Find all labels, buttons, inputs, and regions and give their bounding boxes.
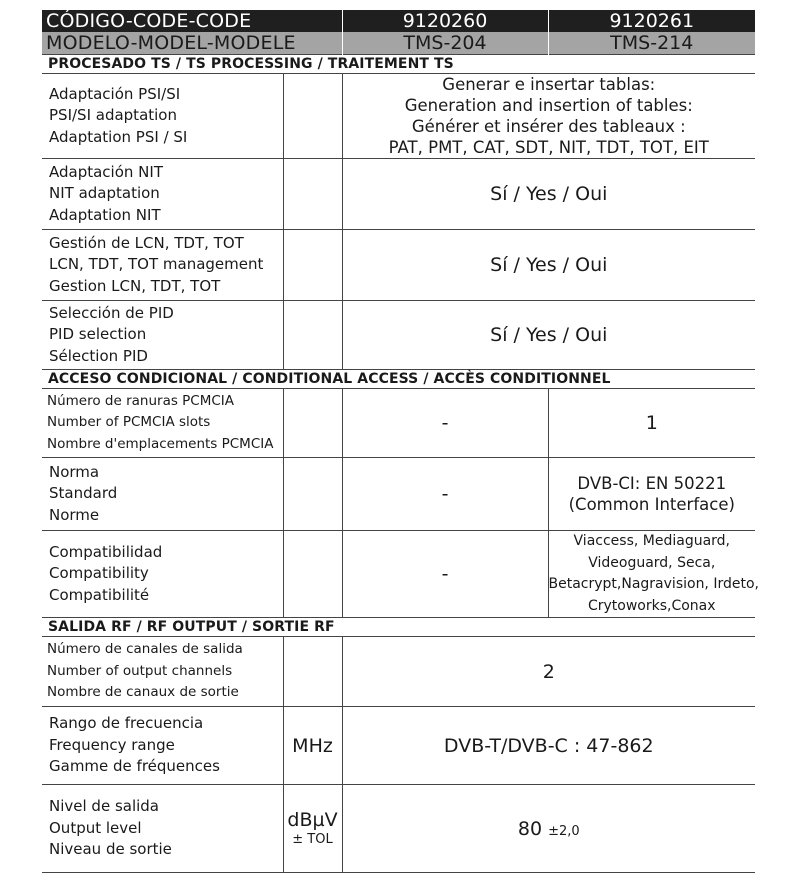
row-unit-mhz: MHz: [283, 707, 342, 785]
row-unit: [283, 301, 342, 370]
code-9120260: 9120260: [342, 10, 548, 32]
spec-table: [42, 10, 759, 873]
row-psi-si: [42, 74, 755, 159]
section-title: SALIDA RF / RF OUTPUT / SORTIE RF: [42, 618, 755, 637]
section-rf-output: [42, 618, 755, 637]
row-output-level: [42, 785, 755, 873]
row-standard: [42, 458, 755, 531]
model-tms-204: TMS-204: [342, 32, 548, 55]
row-value-tms-204: -: [342, 389, 548, 458]
row-label: Compatibilidad Compatibility Compatibilité: [42, 531, 283, 618]
row-compatibility: [42, 531, 755, 618]
row-label: Selección de PID PID selection Sélection PID: [42, 301, 283, 370]
output-level-value: 80: [517, 817, 543, 840]
row-label: Adaptación PSI/SI PSI/SI adaptation Adaptation PSI / SI: [42, 74, 283, 159]
row-value-tms-214: DVB-CI: EN 50221 (Common Interface): [548, 458, 755, 531]
row-unit: [283, 389, 342, 458]
row-value: Sí / Yes / Oui: [342, 230, 755, 301]
row-frequency-range: [42, 707, 755, 785]
section-title: PROCESADO TS / TS PROCESSING / TRAITEMENT TS: [42, 55, 755, 74]
row-value: DVB-T/DVB-C : 47-862: [342, 707, 755, 785]
row-value: [342, 785, 755, 873]
row-unit: [283, 159, 342, 230]
row-value: Sí / Yes / Oui: [342, 301, 755, 370]
model-tms-214: TMS-214: [548, 32, 755, 55]
code-label: CÓDIGO-CODE-CODE: [42, 10, 342, 32]
row-unit-dbuv: dBµV ± TOL: [283, 785, 342, 873]
row-label: Número de canales de salida Number of output channels Nombre de canaux de sortie: [42, 637, 283, 707]
row-output-channels: [42, 637, 755, 707]
row-value-tms-214: 1: [548, 389, 755, 458]
code-9120261: 9120261: [548, 10, 755, 32]
section-title: ACCESO CONDICIONAL / CONDITIONAL ACCESS / ACCÈS CONDITIONNEL: [42, 370, 755, 389]
row-value: 2: [342, 637, 755, 707]
section-conditional-access: [42, 370, 755, 389]
row-pcmcia-slots: [42, 389, 755, 458]
row-unit: [283, 531, 342, 618]
row-value-tms-204: -: [342, 458, 548, 531]
row-label: Número de ranuras PCMCIA Number of PCMCIA slots Nombre d'emplacements PCMCIA: [42, 389, 283, 458]
row-lcn: [42, 230, 755, 301]
model-label: MODELO-MODEL-MODELE: [42, 32, 342, 55]
model-header-row: [42, 32, 755, 55]
row-label: Norma Standard Norme: [42, 458, 283, 531]
row-unit: [283, 230, 342, 301]
row-nit: [42, 159, 755, 230]
row-value: Sí / Yes / Oui: [342, 159, 755, 230]
row-label: Adaptación NIT NIT adaptation Adaptation NIT: [42, 159, 283, 230]
row-unit: [283, 458, 342, 531]
row-value-tms-214: Viaccess, Mediaguard, Videoguard, Seca, Betacrypt,Nagravision, Irdeto, Crytoworks,Conax: [548, 531, 755, 618]
output-level-tolerance: ±2,0: [548, 823, 580, 839]
row-label: Gestión de LCN, TDT, TOT LCN, TDT, TOT management Gestion LCN, TDT, TOT: [42, 230, 283, 301]
row-value: Generar e insertar tablas: Generation and insertion of tables: Générer et insérer des tableaux : PAT, PMT, CAT, SDT, NIT, TDT, TOT, EIT: [342, 74, 755, 159]
row-unit: [283, 637, 342, 707]
section-ts-processing: [42, 55, 755, 74]
row-label: Rango de frecuencia Frequency range Gamme de fréquences: [42, 707, 283, 785]
row-pid: [42, 301, 755, 370]
row-unit: [283, 74, 342, 159]
row-value-tms-204: -: [342, 531, 548, 618]
row-label: Nivel de salida Output level Niveau de sortie: [42, 785, 283, 873]
code-header-row: [42, 10, 755, 32]
